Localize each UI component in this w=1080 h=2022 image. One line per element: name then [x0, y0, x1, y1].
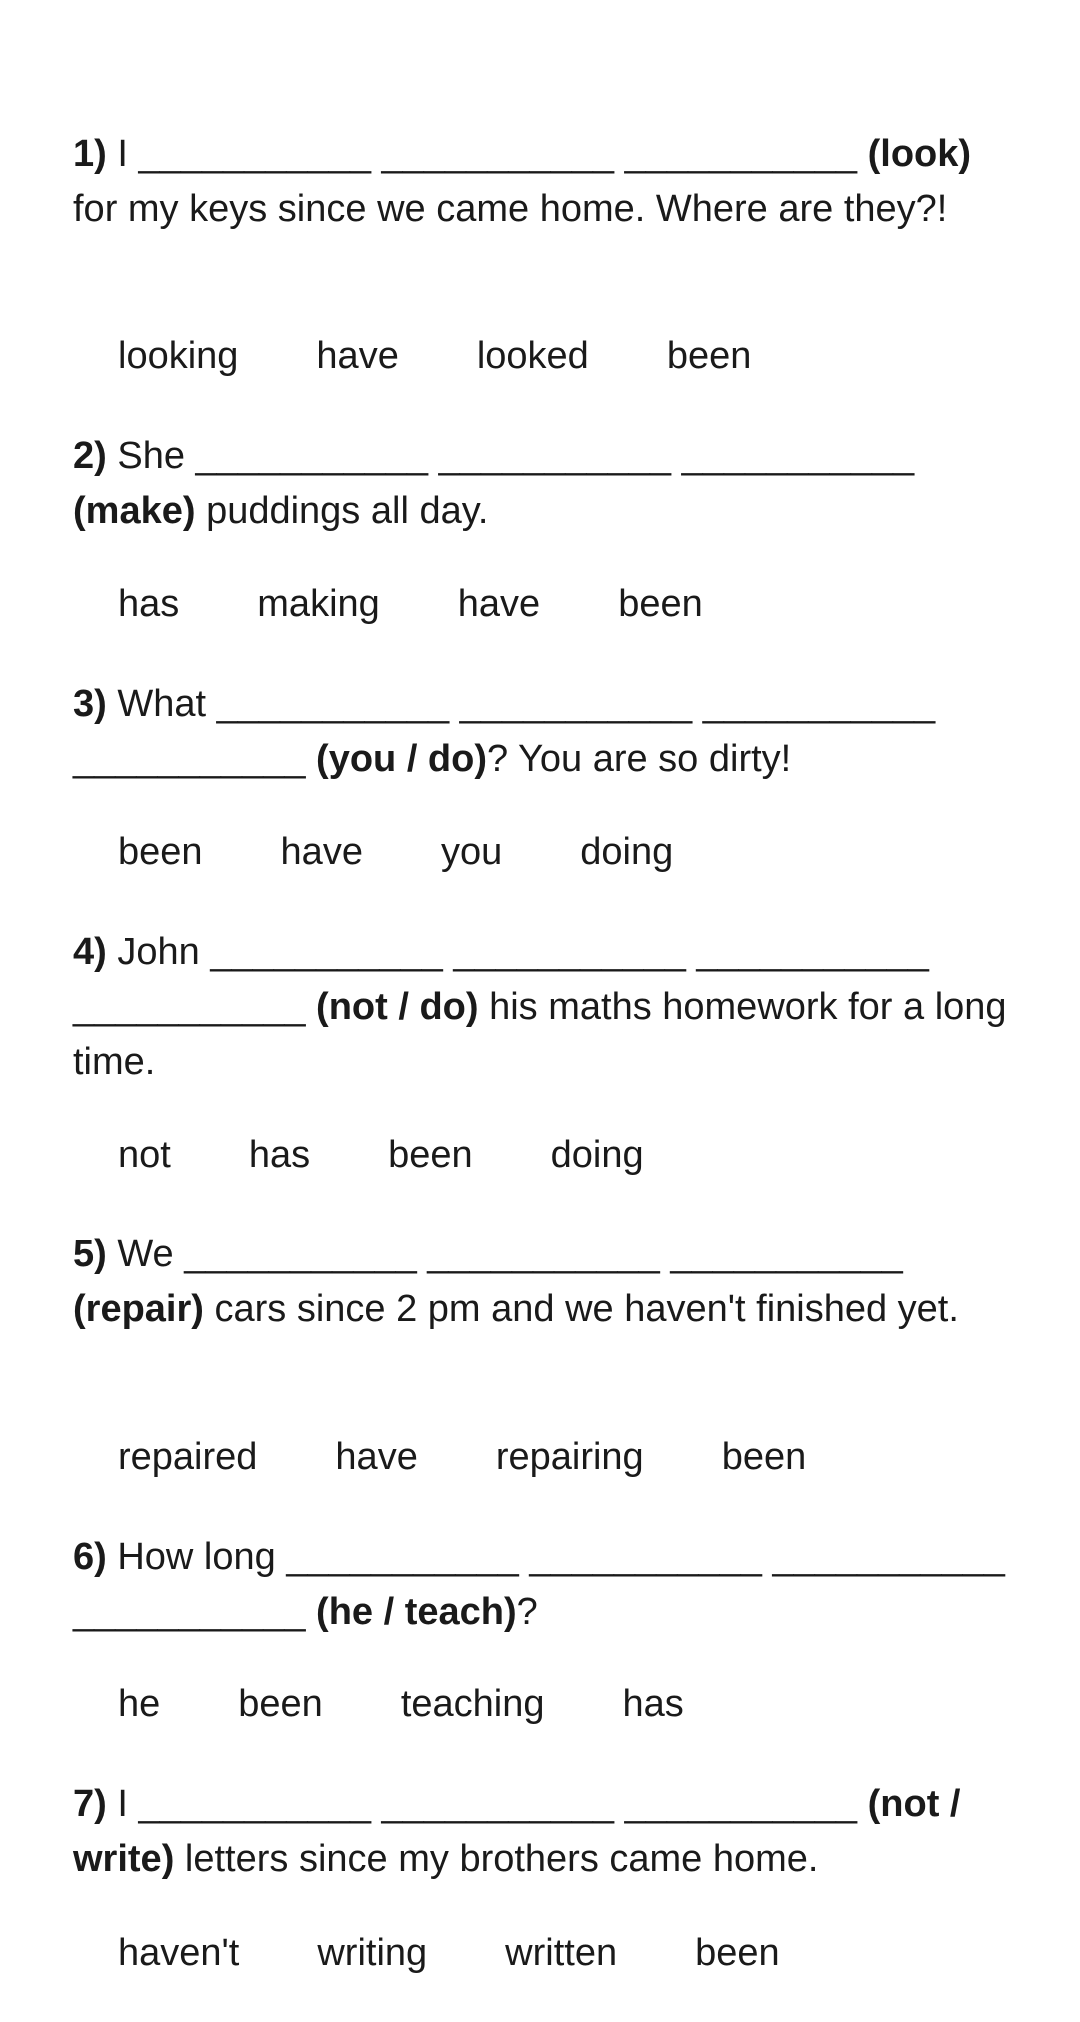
question-text-before: What: [117, 683, 207, 725]
answer-blank[interactable]: ___________: [772, 1536, 1005, 1578]
word-options-6: [118, 1680, 762, 1728]
question-text-after: his maths homework for a long time.: [73, 986, 1007, 1083]
answer-blank[interactable]: ___________: [681, 435, 915, 477]
verb-hint: (repair): [73, 1288, 204, 1330]
word-option: have: [280, 831, 363, 873]
question-text-before: We: [117, 1233, 174, 1275]
word-option: been: [666, 335, 752, 377]
question-text-after: ?: [516, 1591, 538, 1633]
word-options-4: [118, 1131, 722, 1179]
question-2: [73, 429, 1023, 539]
answer-blank[interactable]: ___________: [73, 1591, 306, 1633]
word-options-5: [118, 1433, 884, 1481]
answer-blank[interactable]: ___________: [138, 1783, 371, 1825]
word-option: been: [721, 1436, 807, 1478]
word-option: have: [457, 583, 541, 625]
question-number: 6): [73, 1536, 107, 1578]
word-option: you: [440, 831, 503, 873]
word-option: haven't: [118, 1932, 240, 1974]
question-4: [73, 925, 1023, 1090]
answer-blank[interactable]: ___________: [529, 1536, 762, 1578]
answer-blank[interactable]: ___________: [459, 683, 693, 725]
question-6: [73, 1530, 1023, 1640]
verb-hint: (you / do): [316, 738, 488, 780]
verb-hint: (not / write): [73, 1783, 961, 1880]
verb-hint: (look): [867, 133, 972, 175]
question-text-after: for my keys since we came home. Where are they?!: [73, 188, 948, 230]
verb-hint: (not / do): [316, 986, 479, 1028]
question-5: [73, 1227, 1023, 1337]
word-option: doing: [550, 1134, 644, 1176]
word-option: has: [118, 583, 180, 625]
word-option: looked: [476, 335, 589, 377]
word-options-2: [118, 580, 781, 628]
question-text-before: I: [117, 133, 128, 175]
word-option: teaching: [400, 1683, 545, 1725]
answer-blank[interactable]: ___________: [381, 133, 615, 175]
word-options-1: [118, 332, 829, 380]
question-number: 7): [73, 1783, 107, 1825]
answer-blank[interactable]: ___________: [670, 1233, 903, 1275]
answer-blank[interactable]: ___________: [381, 1783, 615, 1825]
answer-blank[interactable]: ___________: [184, 1233, 417, 1275]
answer-blank[interactable]: ___________: [696, 931, 929, 973]
word-option: been: [118, 831, 203, 873]
answer-blank[interactable]: ___________: [138, 133, 371, 175]
word-option: repaired: [118, 1436, 258, 1478]
answer-blank[interactable]: ___________: [195, 435, 429, 477]
word-options-3: [118, 828, 751, 876]
word-option: not: [118, 1134, 171, 1176]
answer-blank[interactable]: ___________: [438, 435, 672, 477]
answer-blank[interactable]: ___________: [73, 738, 306, 780]
word-options-7: [118, 1929, 858, 1977]
question-text-after: ? You are so dirty!: [487, 738, 792, 780]
word-option: have: [335, 1436, 418, 1478]
answer-blank[interactable]: ___________: [427, 1233, 660, 1275]
word-option: writing: [317, 1932, 428, 1974]
verb-hint: (he / teach): [316, 1591, 517, 1633]
word-option: he: [118, 1683, 161, 1725]
question-text-before: John: [117, 931, 200, 973]
question-3: [73, 677, 1023, 787]
question-1: [73, 127, 1023, 237]
word-option: been: [618, 583, 703, 625]
answer-blank[interactable]: ___________: [210, 931, 443, 973]
word-option: has: [622, 1683, 684, 1725]
question-number: 2): [73, 435, 107, 477]
question-text-before: How long: [117, 1536, 276, 1578]
word-option: doing: [580, 831, 674, 873]
verb-hint: (make): [73, 490, 196, 532]
question-text-before: She: [117, 435, 185, 477]
answer-blank[interactable]: ___________: [624, 133, 858, 175]
question-text-after: puddings all day.: [206, 490, 489, 532]
question-number: 3): [73, 683, 107, 725]
word-option: has: [248, 1134, 311, 1176]
word-option: repairing: [495, 1436, 644, 1478]
question-text-after: letters since my brothers came home.: [184, 1838, 819, 1880]
answer-blank[interactable]: ___________: [624, 1783, 858, 1825]
answer-blank[interactable]: ___________: [73, 986, 306, 1028]
word-option: looking: [118, 335, 239, 377]
question-text-before: I: [117, 1783, 128, 1825]
question-number: 4): [73, 931, 107, 973]
answer-blank[interactable]: ___________: [216, 683, 450, 725]
question-text-after: cars since 2 pm and we haven't finished yet.: [214, 1288, 959, 1330]
question-number: 1): [73, 133, 107, 175]
word-option: been: [238, 1683, 323, 1725]
word-option: have: [316, 335, 399, 377]
word-option: written: [505, 1932, 618, 1974]
answer-blank[interactable]: ___________: [702, 683, 936, 725]
word-option: been: [388, 1134, 473, 1176]
word-option: been: [695, 1932, 780, 1974]
question-7: [73, 1777, 1023, 1887]
question-number: 5): [73, 1233, 107, 1275]
answer-blank[interactable]: ___________: [286, 1536, 519, 1578]
answer-blank[interactable]: ___________: [453, 931, 686, 973]
word-option: making: [257, 583, 380, 625]
